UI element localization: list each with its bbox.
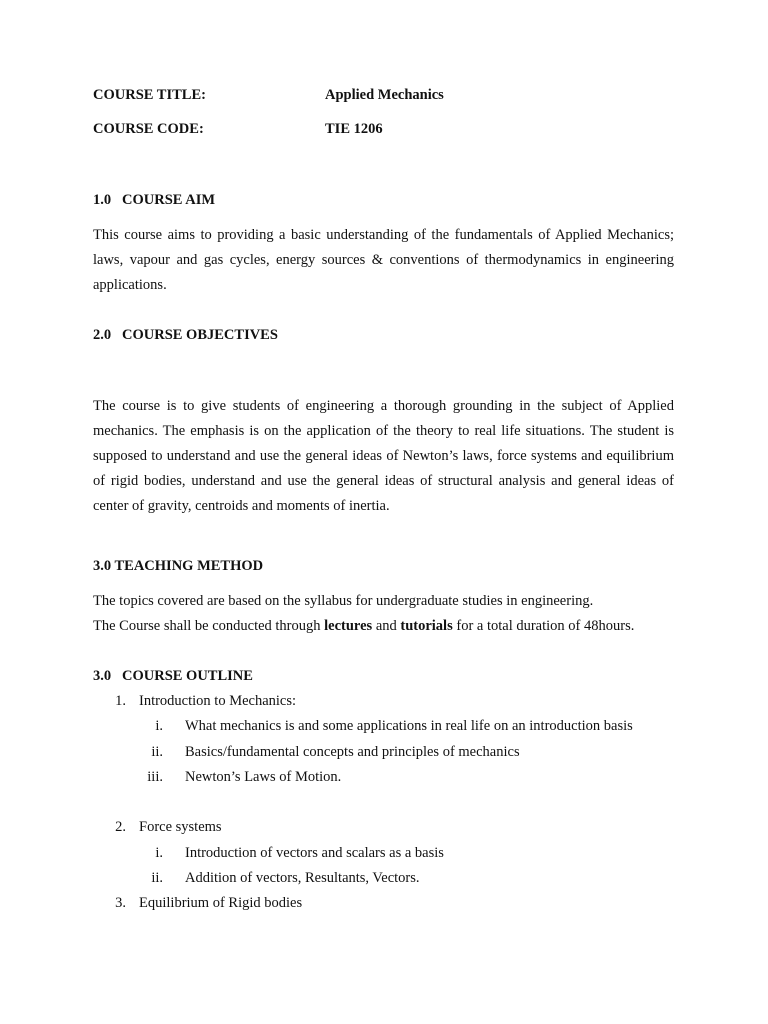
outline-heading: COURSE OUTLINE	[122, 668, 253, 684]
outline-subitem-number: i.	[155, 845, 163, 861]
outline-subitem-label: What mechanics is and some applications in real life on an introduction basis	[185, 718, 633, 734]
course-title-value: Applied Mechanics	[325, 87, 444, 103]
outline-item-number: 1.	[115, 693, 126, 709]
teaching-heading: 3.0 TEACHING METHOD	[93, 558, 264, 574]
course-title-label: COURSE TITLE:	[93, 87, 206, 103]
teaching-line-2	[93, 618, 634, 635]
objectives-heading: COURSE OBJECTIVES	[122, 327, 278, 343]
course-code-value: TIE 1206	[325, 121, 383, 137]
teaching-line-2-text-a: The Course shall be conducted through	[93, 618, 325, 634]
tutorials-emphasis: tutorials	[400, 618, 453, 634]
aim-number: 1.0	[93, 192, 112, 208]
aim-paragraph: This course aims to providing a basic understanding of the fundamentals of Applied Mechanics; laws, vapour and gas cycles, energy sources & conventions of thermodynamics in engineering applications.	[93, 227, 674, 293]
outline-item-label: Force systems	[139, 819, 222, 835]
objectives-number: 2.0	[93, 327, 112, 343]
outline-subitem-number: iii.	[147, 769, 163, 785]
outline-subitem-number: ii.	[151, 870, 163, 886]
teaching-line-2-text-e: for a total duration of 48hours.	[452, 618, 635, 634]
outline-number: 3.0	[93, 668, 112, 684]
outline-subitem-label: Addition of vectors, Resultants, Vectors.	[185, 870, 420, 886]
teaching-line-1: The topics covered are based on the syllabus for undergraduate studies in engineering.	[93, 593, 594, 609]
outline-subitem-number: ii.	[151, 744, 163, 760]
teaching-line-2-text-c: and	[372, 618, 401, 634]
course-code-label: COURSE CODE:	[93, 121, 204, 137]
outline-subitem-number: i.	[155, 718, 163, 734]
outline-item-label: Introduction to Mechanics:	[139, 693, 297, 709]
lectures-emphasis: lectures	[324, 618, 373, 634]
outline-subitem-label: Introduction of vectors and scalars as a basis	[185, 845, 444, 861]
outline-item-number: 3.	[115, 895, 126, 911]
outline-item-label: Equilibrium of Rigid bodies	[139, 895, 303, 911]
outline-subitem-label: Basics/fundamental concepts and principles of mechanics	[185, 744, 520, 760]
outline-subitem-label: Newton’s Laws of Motion.	[185, 769, 342, 785]
outline-item-number: 2.	[115, 819, 126, 835]
objectives-paragraph: The course is to give students of engineering a thorough grounding in the subject of Applied mechanics. The emphasis is on the application of the theory to real life situations. The student is supposed to understand and use the general ideas of Newton’s laws, force systems and equilibrium of rigid bodies, understand and use the general ideas of structural analysis and general ideas of center of gravity, centroids and moments of inertia.	[93, 398, 674, 514]
aim-heading: COURSE AIM	[122, 192, 216, 208]
